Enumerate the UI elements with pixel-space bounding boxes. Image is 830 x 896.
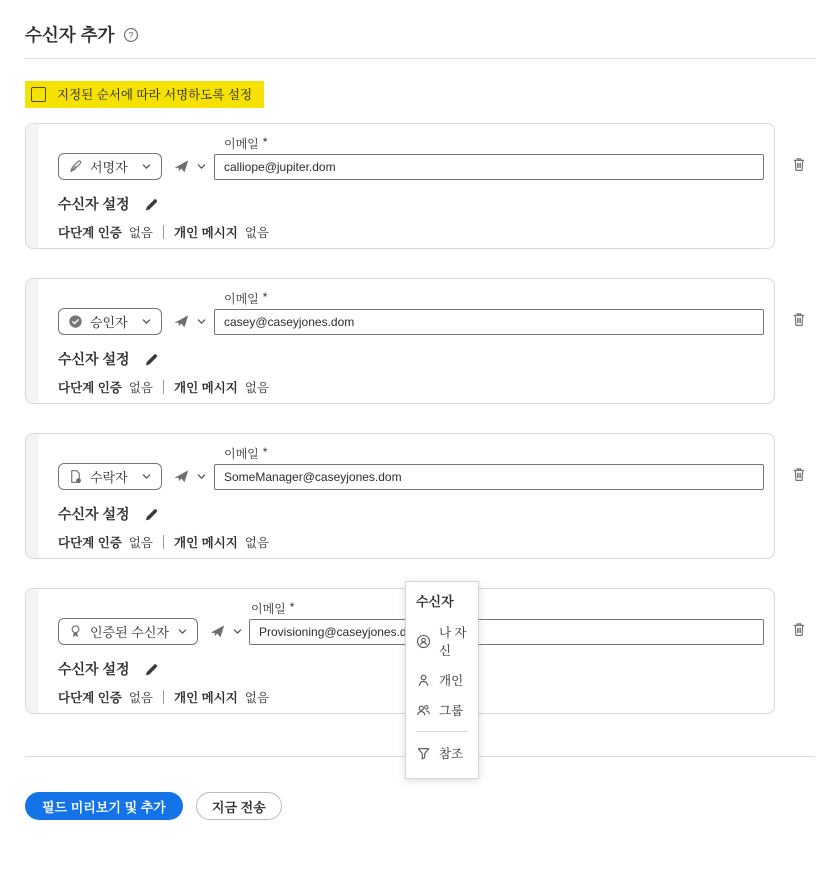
chevron-down-icon (141, 471, 152, 482)
role-row (58, 308, 207, 335)
drag-handle[interactable] (26, 589, 39, 713)
menu-item-label: 나 자신 (439, 626, 467, 658)
funnel-icon (416, 746, 431, 761)
role-label: 인증된 수신자 (90, 625, 169, 640)
recipient-meta (58, 533, 269, 551)
recipient-card (25, 588, 775, 714)
mfa-label: 다단계 인증 (58, 226, 122, 240)
edit-pencil-icon[interactable] (144, 197, 159, 212)
menu-item-myself[interactable] (416, 623, 478, 659)
recipient-settings-row (58, 349, 159, 369)
recipient-row (25, 278, 815, 404)
trash-icon (791, 466, 807, 483)
delete-recipient-button[interactable] (789, 464, 809, 485)
chevron-down-icon (196, 471, 207, 482)
svg-text:?: ? (129, 29, 134, 40)
role-row (58, 463, 207, 490)
recipient-settings-row (58, 194, 159, 214)
page-title: 수신자 추가 (25, 25, 115, 45)
private-message-value: 없음 (244, 381, 270, 395)
menu-item-label: 참조 (439, 747, 464, 761)
person-circle-icon (416, 634, 431, 649)
paper-plane-icon (173, 158, 190, 175)
role-label: 승인자 (90, 315, 128, 330)
recipient-card (25, 433, 775, 559)
help-icon[interactable] (123, 27, 139, 43)
recipient-meta (58, 378, 269, 396)
mfa-value: 없음 (128, 226, 154, 240)
recipient-card (25, 278, 775, 404)
role-label: 수락자 (90, 470, 128, 485)
edit-pencil-icon[interactable] (144, 507, 159, 522)
email-label: 이메일 * (251, 600, 295, 616)
recipient-card (25, 123, 775, 249)
role-select[interactable] (58, 308, 162, 335)
edit-pencil-icon[interactable] (144, 662, 159, 677)
mfa-label: 다단계 인증 (58, 691, 122, 705)
mfa-value: 없음 (128, 691, 154, 705)
email-input[interactable] (214, 464, 764, 490)
menu-item-cc[interactable] (416, 744, 478, 762)
role-row (58, 618, 243, 645)
required-marker: * (262, 290, 268, 304)
paper-plane-icon (209, 623, 226, 640)
document-check-icon (68, 469, 83, 484)
email-input[interactable] (249, 619, 764, 645)
email-input[interactable] (214, 309, 764, 335)
signing-order-label: 지정된 순서에 따라 서명하도록 설정 (57, 88, 253, 102)
private-message-label: 개인 메시지 (174, 226, 238, 240)
chevron-down-icon (141, 161, 152, 172)
drag-handle[interactable] (26, 434, 39, 558)
preview-add-fields-button[interactable]: 필드 미리보기 및 추가 (25, 792, 183, 820)
required-marker: * (262, 135, 268, 149)
mfa-value: 없음 (128, 536, 154, 550)
recipient-settings-label: 수신자 설정 (58, 506, 130, 522)
menu-item-label: 개인 (439, 674, 464, 688)
recipient-settings-label: 수신자 설정 (58, 661, 130, 677)
drag-handle[interactable] (26, 124, 39, 248)
chevron-down-icon (196, 161, 207, 172)
recipient-meta (58, 688, 269, 706)
role-select[interactable] (58, 463, 162, 490)
menu-header: 수신자 (416, 594, 454, 609)
role-row (58, 153, 207, 180)
trash-icon (791, 311, 807, 328)
drag-handle[interactable] (26, 279, 39, 403)
private-message-value: 없음 (244, 226, 270, 240)
delivery-method-select[interactable] (173, 158, 207, 175)
recipient-row (25, 433, 815, 559)
mfa-label: 다단계 인증 (58, 536, 122, 550)
chevron-down-icon (141, 316, 152, 327)
recipient-meta (58, 223, 269, 241)
meta-separator (163, 380, 164, 394)
chevron-down-icon (196, 316, 207, 327)
person-icon (416, 673, 431, 688)
recipient-settings-label: 수신자 설정 (58, 196, 130, 212)
email-label: 이메일 * (224, 135, 268, 151)
email-label: 이메일 * (224, 445, 268, 461)
menu-divider (416, 731, 468, 732)
chevron-down-icon (177, 626, 188, 637)
footer-actions (25, 792, 815, 820)
trash-icon (791, 621, 807, 638)
role-select[interactable] (58, 618, 198, 645)
delete-recipient-button[interactable] (789, 154, 809, 175)
email-input[interactable] (214, 154, 764, 180)
menu-item-label: 그룹 (439, 704, 464, 718)
award-icon (68, 624, 83, 639)
recipient-settings-label: 수신자 설정 (58, 351, 130, 367)
send-now-button[interactable]: 지금 전송 (196, 792, 282, 820)
private-message-label: 개인 메시지 (174, 536, 238, 550)
check-circle-icon (68, 314, 83, 329)
section-header (25, 22, 815, 47)
recipient-settings-row (58, 659, 159, 679)
private-message-value: 없음 (244, 536, 270, 550)
private-message-value: 없음 (244, 691, 270, 705)
signing-order-option[interactable] (25, 81, 264, 108)
pen-icon (68, 159, 83, 174)
delete-recipient-button[interactable] (789, 619, 809, 640)
role-label: 서명자 (90, 160, 128, 175)
trash-icon (791, 156, 807, 173)
paper-plane-icon (173, 313, 190, 330)
private-message-label: 개인 메시지 (174, 381, 238, 395)
recipient-row (25, 123, 815, 249)
meta-separator (163, 690, 164, 704)
role-select[interactable] (58, 153, 162, 180)
delivery-method-select[interactable] (173, 468, 207, 485)
menu-item-group[interactable] (416, 701, 478, 719)
required-marker: * (289, 600, 295, 614)
header-divider (25, 58, 815, 59)
recipient-type-menu (405, 581, 479, 779)
menu-item-individual[interactable] (416, 671, 478, 689)
private-message-label: 개인 메시지 (174, 691, 238, 705)
delivery-method-select[interactable] (209, 623, 243, 640)
email-label: 이메일 * (224, 290, 268, 306)
mfa-value: 없음 (128, 381, 154, 395)
delete-recipient-button[interactable] (789, 309, 809, 330)
recipient-settings-row (58, 504, 159, 524)
chevron-down-icon (232, 626, 243, 637)
required-marker: * (262, 445, 268, 459)
people-icon (416, 703, 431, 718)
signing-order-checkbox[interactable] (31, 87, 46, 102)
paper-plane-icon (173, 468, 190, 485)
delivery-method-select[interactable] (173, 313, 207, 330)
mfa-label: 다단계 인증 (58, 381, 122, 395)
edit-pencil-icon[interactable] (144, 352, 159, 367)
meta-separator (163, 535, 164, 549)
meta-separator (163, 225, 164, 239)
